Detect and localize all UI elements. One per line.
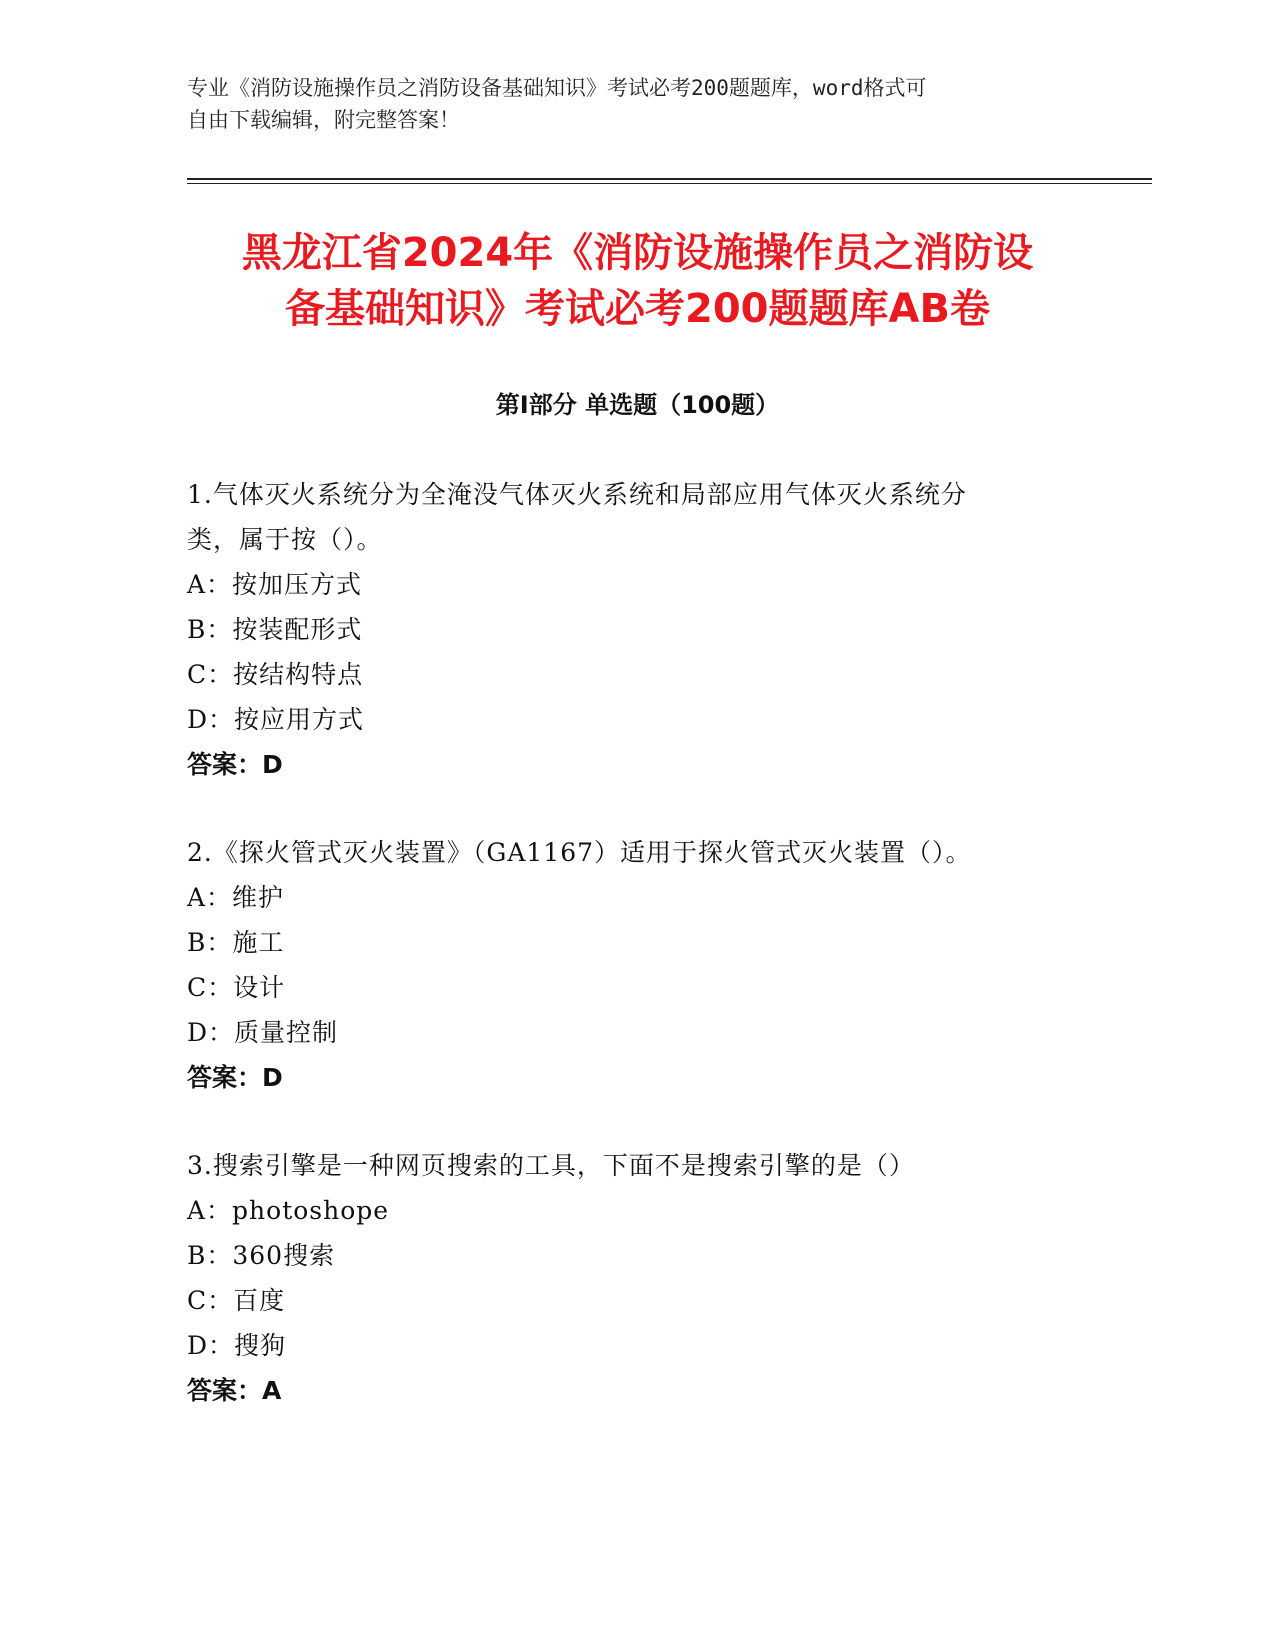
question-list	[187, 472, 1087, 1456]
option-c: C：设计	[187, 973, 286, 1002]
document-title	[170, 225, 1105, 337]
answer-label: 答案：D	[187, 750, 283, 779]
header-divider	[187, 178, 1152, 180]
question-stem-line: 类，属于按（）。	[187, 525, 383, 554]
question-stem-line: 3.搜索引擎是一种网页搜索的工具，下面不是搜索引擎的是（）	[187, 1151, 915, 1180]
header-note-line: 专业《消防设施操作员之消防设备基础知识》考试必考200题题库，word格式可	[187, 76, 927, 100]
question-stem-line: 2.《探火管式灭火装置》（GA1167）适用于探火管式灭火装置（）。	[187, 838, 972, 867]
section-title: 第Ⅰ部分 单选题（100题）	[495, 391, 780, 419]
option-d: D：搜狗	[187, 1331, 287, 1360]
question-2	[187, 830, 1087, 1101]
option-d: D：按应用方式	[187, 705, 365, 734]
option-c: C：百度	[187, 1286, 286, 1315]
answer-label: 答案：D	[187, 1063, 283, 1092]
option-c: C：按结构特点	[187, 660, 364, 689]
option-b: B：施工	[187, 928, 285, 957]
question-3	[187, 1143, 1087, 1414]
option-d: D：质量控制	[187, 1018, 339, 1047]
question-stem-line: 1.气体灭火系统分为全淹没气体灭火系统和局部应用气体灭火系统分	[187, 480, 967, 509]
answer-label: 答案：A	[187, 1376, 282, 1405]
document-title-line: 黑龙江省2024年《消防设施操作员之消防设	[241, 230, 1034, 276]
question-1	[187, 472, 1087, 788]
option-a: A：photoshope	[187, 1196, 390, 1225]
header-divider-thin	[187, 183, 1152, 184]
option-a: A：按加压方式	[187, 570, 363, 599]
header-note	[187, 72, 1067, 136]
header-note-line: 自由下载编辑，附完整答案！	[187, 108, 460, 132]
option-b: B：按装配形式	[187, 615, 363, 644]
option-a: A：维护	[187, 883, 285, 912]
document-title-line: 备基础知识》考试必考200题题库AB卷	[285, 286, 990, 332]
option-b: B：360搜索	[187, 1241, 336, 1270]
